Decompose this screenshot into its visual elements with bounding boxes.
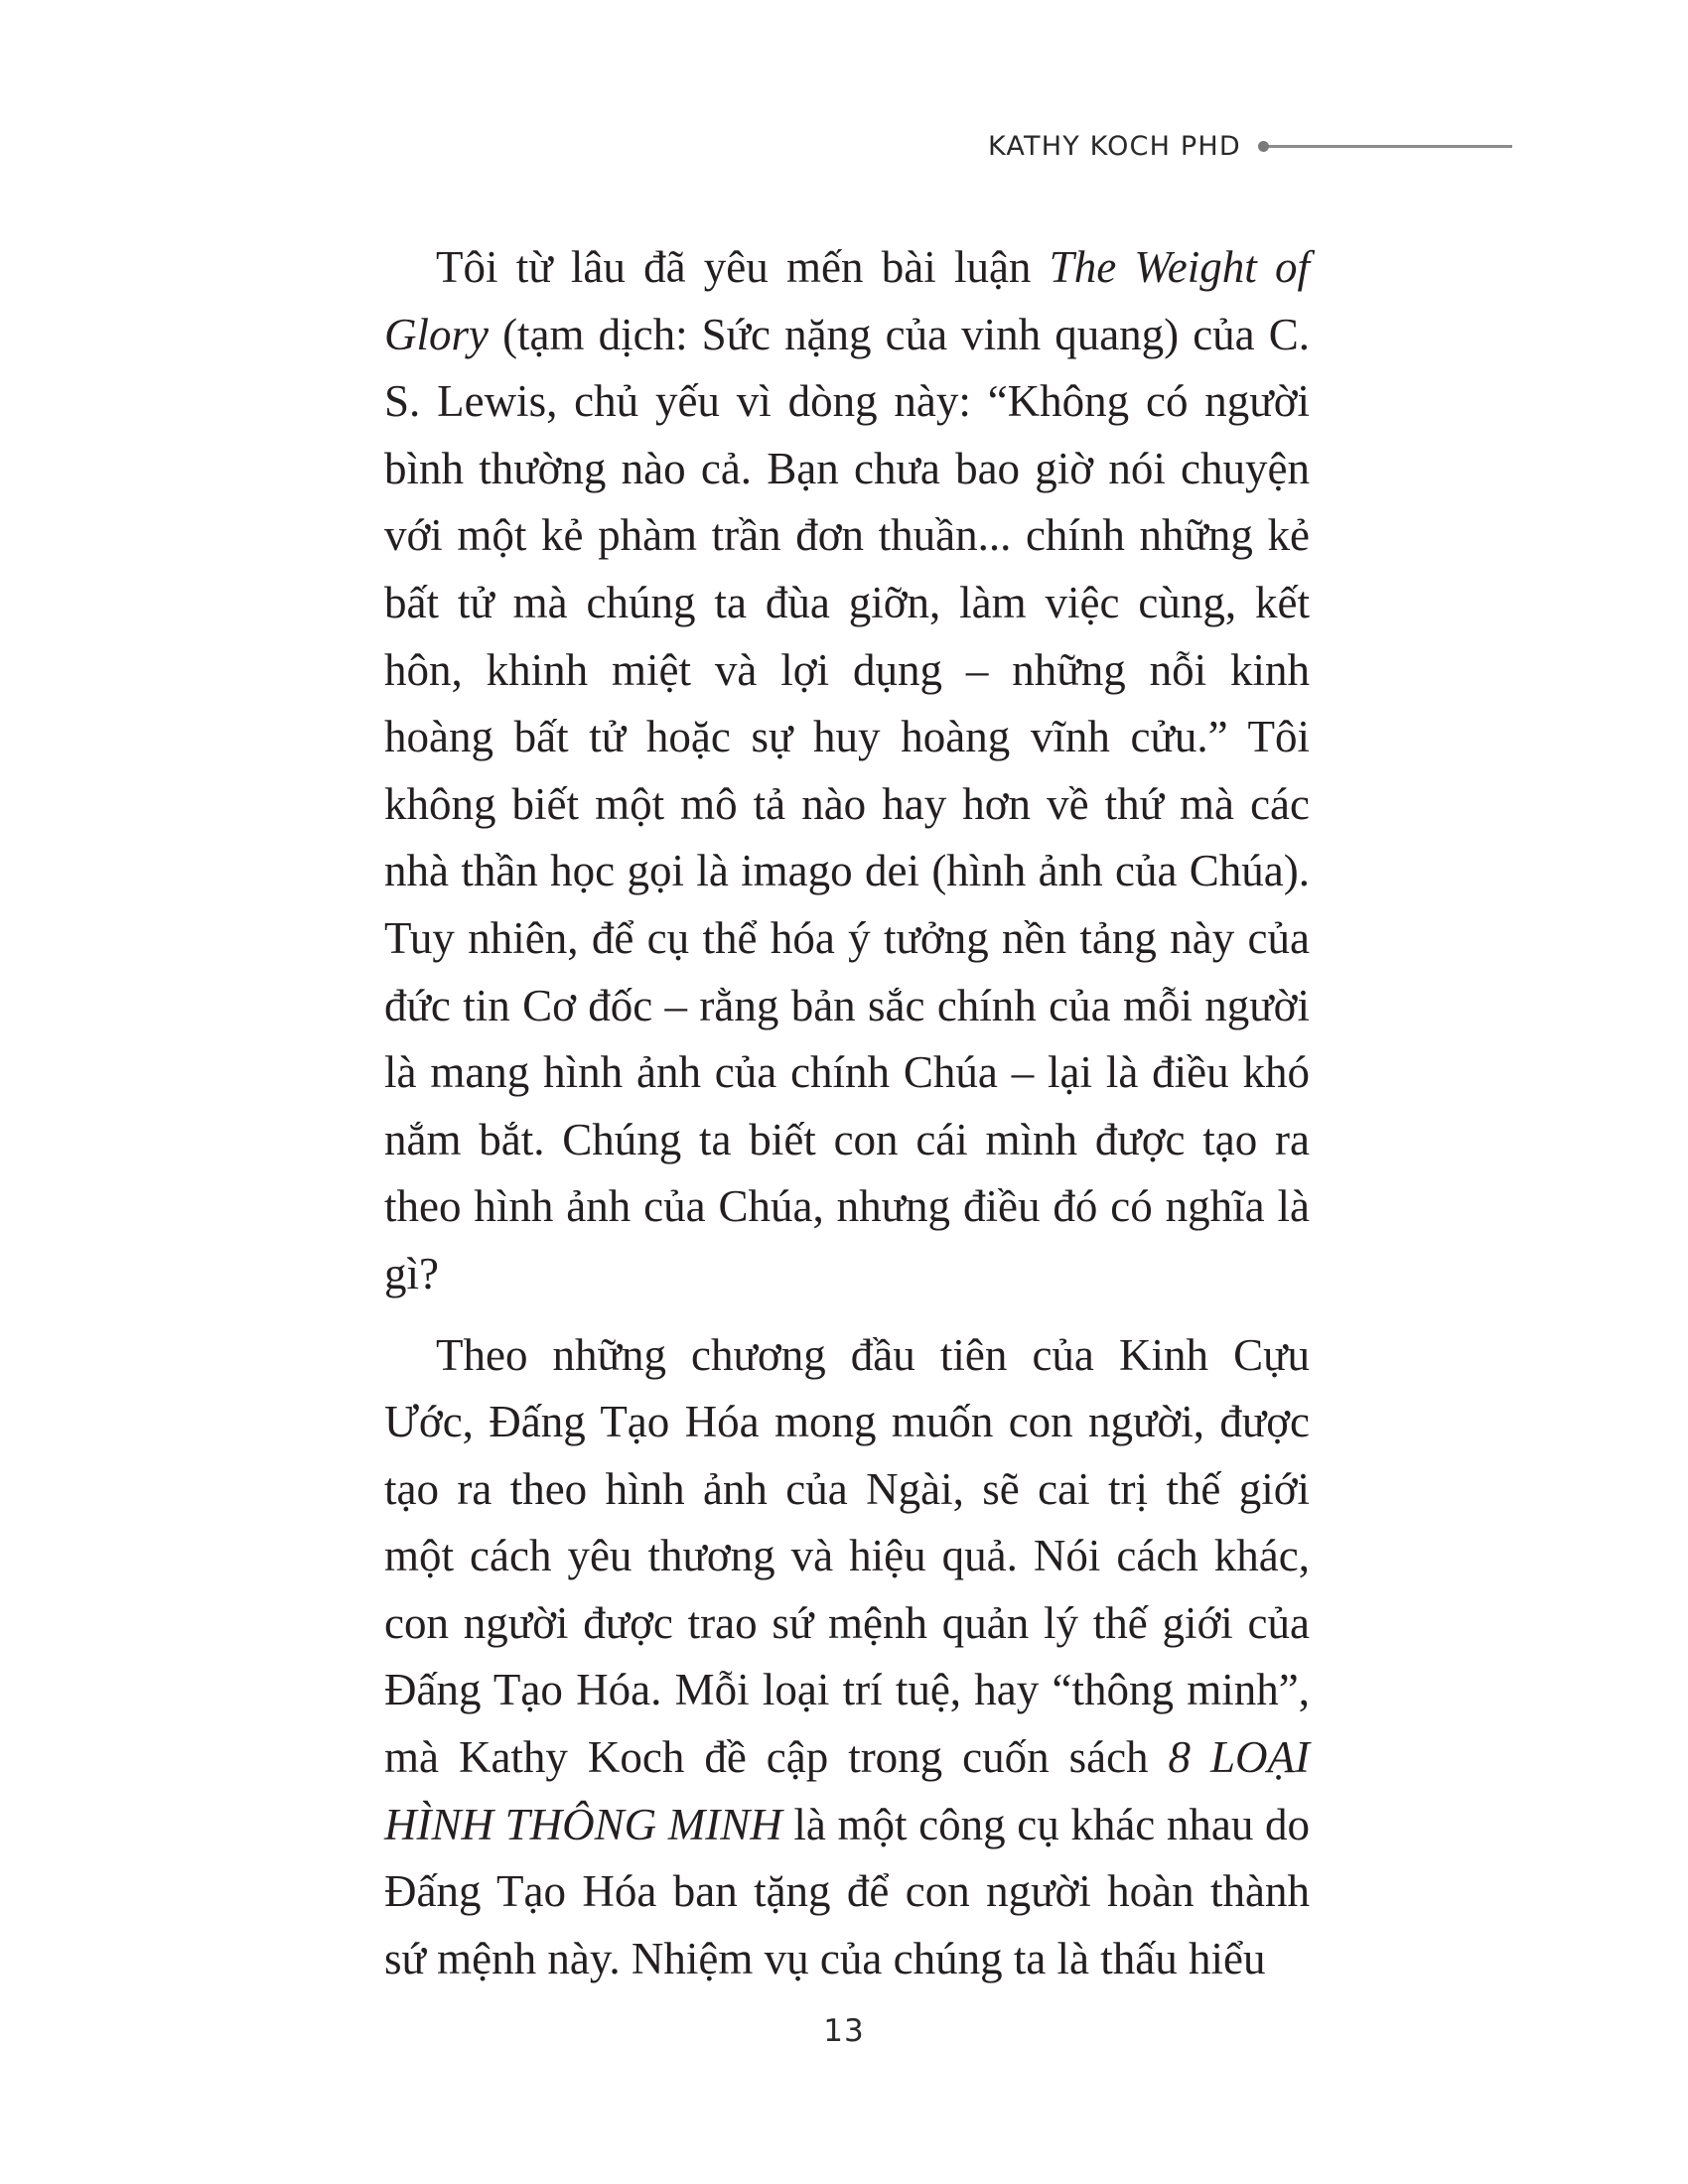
running-header xyxy=(988,126,1512,166)
header-rule xyxy=(1261,145,1512,148)
header-bullet-icon xyxy=(1258,141,1269,152)
paragraph-2 xyxy=(384,1322,1310,1993)
paragraph-1 xyxy=(384,234,1310,1308)
book-title-italic: 8 LOẠI HÌNH THÔNG MINH xyxy=(384,1732,1310,1849)
page-number: 13 xyxy=(823,2013,865,2049)
paragraph-1-text-b: (tạm dịch: Sức nặng của vinh quang) của C. S. Lewis, chủ yếu vì dòng này: “Không có người bình thường nào cả. Bạn chưa bao giờ nói chuyện với một kẻ phàm trần đơn thuần... chính những kẻ bất tử mà chúng ta đùa giỡn, làm việc cùng, kết hôn, khinh miệt và lợi dụng – những nỗi kinh hoàng bất tử hoặc sự huy hoàng vĩnh cửu.” Tôi không biết một mô tả nào hay hơn về thứ mà các nhà thần học gọi là imago dei (hình ảnh của Chúa). Tuy nhiên, để cụ thể hóa ý tưởng nền tảng này của đức tin Cơ đốc – rằng bản sắc chính của mỗi người là mang hình ảnh của chính Chúa – lại là điều khó nắm bắt. Chúng ta biết con cái mình được tạo ra theo hình ảnh của Chúa, nhưng điều đó có nghĩa là gì? xyxy=(384,309,1310,1298)
paragraph-1-text-a: Tôi từ lâu đã yêu mến bài luận xyxy=(436,242,1050,292)
paragraph-2-text-a: Theo những chương đầu tiên của Kinh Cựu Ước, Đấng Tạo Hóa mong muốn con người, được tạo ra theo hình ảnh của Ngài, sẽ cai trị thế giới một cách yêu thương và hiệu quả. Nói cách khác, con người được trao sứ mệnh quản lý thế giới của Đấng Tạo Hóa. Mỗi loại trí tuệ, hay “thông minh”, mà Kathy Koch đề cập trong cuốn sách xyxy=(384,1329,1310,1783)
essay-title-italic: The Weight of Glory xyxy=(384,242,1310,359)
paragraph-2-text-b: là một công cụ khác nhau do Đấng Tạo Hóa ban tặng để con người hoàn thành sứ mệnh này. Nhiệm vụ của chúng ta là thấu hiểu xyxy=(384,1799,1310,1983)
body-text xyxy=(384,234,1310,1992)
header-author: KATHY KOCH PHD xyxy=(988,130,1241,162)
